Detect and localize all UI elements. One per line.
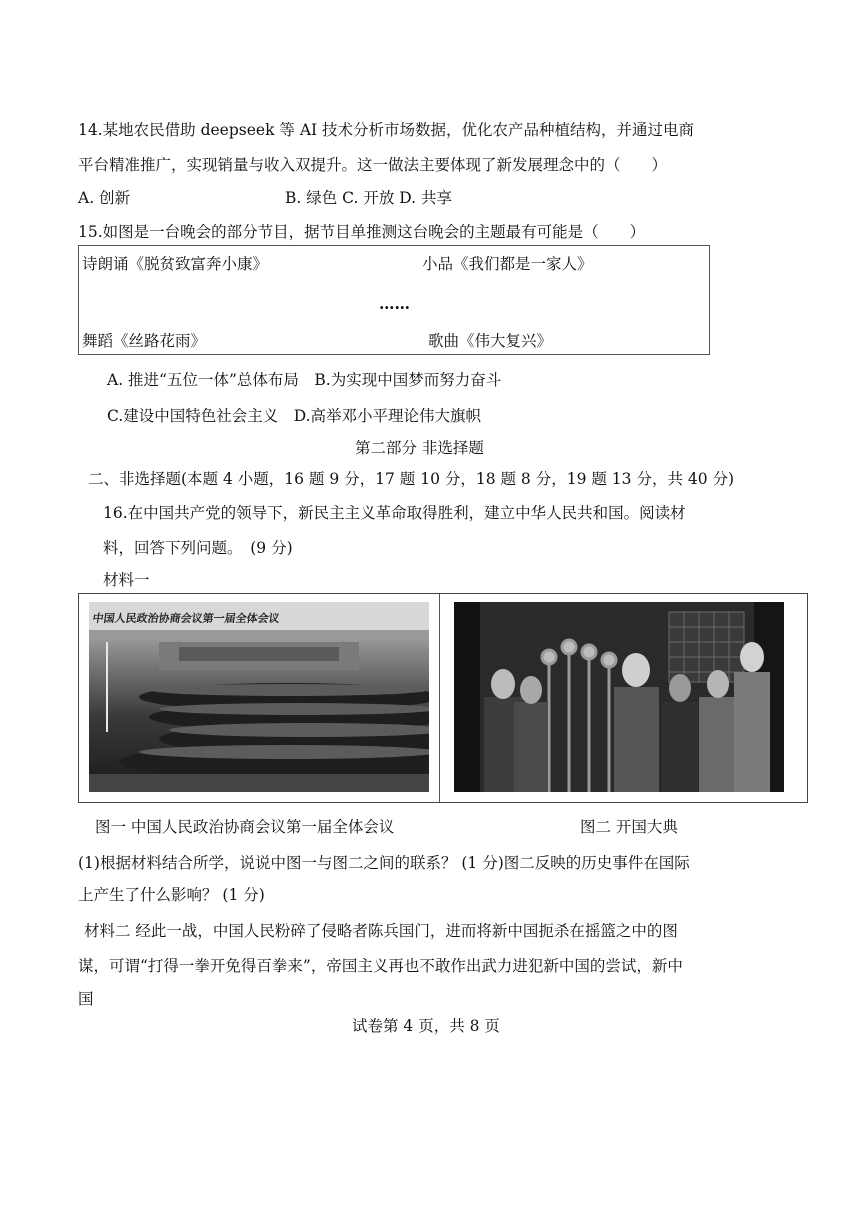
q14-options-bcd: B. 绿色 C. 开放 D. 共享 xyxy=(285,189,452,207)
q16-sub1-line1: (1)根据材料结合所学，说说中图一与图二之间的联系？ (1 分)图二反映的历史事件在国际 xyxy=(78,854,690,872)
photo-divider xyxy=(439,594,440,802)
program-item-3: 舞蹈《丝路花雨》 xyxy=(82,332,207,350)
program-item-4: 歌曲《伟大复兴》 xyxy=(428,332,553,350)
q16-stem-line2: 料，回答下列问题。 (9 分) xyxy=(103,539,293,557)
founding-ceremony-photo xyxy=(454,602,784,792)
cppcc-banner-text: 中国人民政治协商会议第一届全体会议 xyxy=(91,612,281,625)
program-item-2: 小品《我们都是一家人》 xyxy=(422,255,593,273)
q16-sub1-line2: 上产生了什么影响？ (1 分) xyxy=(78,886,265,904)
program-ellipsis: …… xyxy=(379,294,410,313)
material2-line1: 材料二 经此一战，中国人民粉碎了侵略者陈兵国门，进而将新中国扼杀在摇篮之中的图 xyxy=(84,922,678,940)
q15-options-line2: C.建设中国特色社会主义 D.高举邓小平理论伟大旗帜 xyxy=(107,407,482,425)
material1-label: 材料一 xyxy=(103,571,150,589)
photo2-caption: 图二 开国大典 xyxy=(580,818,678,836)
photo1-caption: 图一 中国人民政治协商会议第一届全体会议 xyxy=(95,818,395,836)
q14-option-a: A. 创新 xyxy=(78,189,131,207)
page-footer: 试卷第 4 页，共 8 页 xyxy=(352,1017,500,1035)
q15-options-line1: A. 推进“五位一体”总体布局 B.为实现中国梦而努力奋斗 xyxy=(107,371,502,389)
q16-stem-line1: 16.在中国共产党的领导下，新民主主义革命取得胜利，建立中华人民共和国。阅读材 xyxy=(103,504,686,522)
q14-stem-line1: 14.某地农民借助 deepseek 等 AI 技术分析市场数据，优化农产品种植结构，并通过电商 xyxy=(78,121,695,139)
part2-title: 第二部分 非选择题 xyxy=(355,439,484,457)
material2-line3: 国 xyxy=(78,990,94,1008)
program-list-box xyxy=(78,245,710,355)
material2-line2: 谋，可谓“打得一拳开免得百拳来”，帝国主义再也不敢作出武力进犯新中国的尝试，新中 xyxy=(78,957,683,975)
cppcc-session-photo xyxy=(89,602,429,792)
material1-photo-frame xyxy=(78,593,808,803)
program-item-1: 诗朗诵《脱贫致富奔小康》 xyxy=(82,255,269,273)
part2-intro: 二、非选择题(本题 4 小题，16 题 9 分，17 题 10 分，18 题 8 分，19 题 13 分，共 40 分) xyxy=(88,470,735,488)
q15-stem: 15.如图是一台晚会的部分节目，据节目单推测这台晚会的主题最有可能是（ ） xyxy=(78,223,646,241)
q14-stem-line2: 平台精准推广，实现销量与收入双提升。这一做法主要体现了新发展理念中的（ ） xyxy=(78,156,668,174)
